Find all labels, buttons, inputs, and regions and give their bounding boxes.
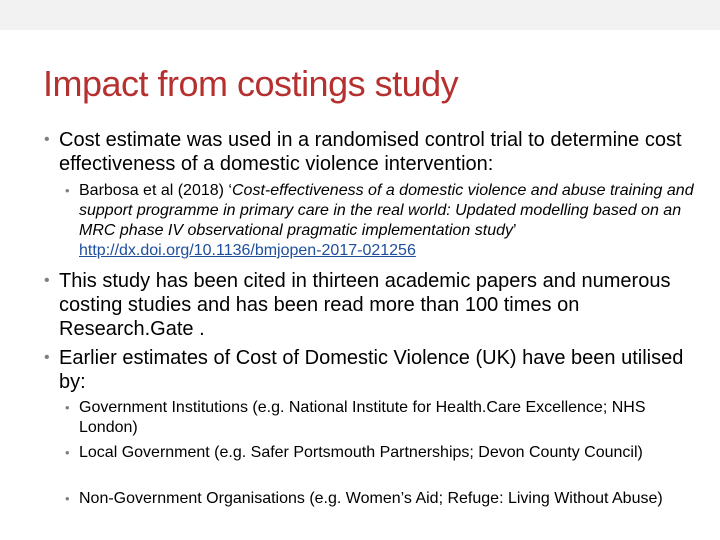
reference-close-quote: ’ [512,222,516,239]
sub-bullet-text: Government Institutions (e.g. National Institute for Health.Care Excellence; NHS London) [79,399,646,436]
sub-bullet-text: Local Government (e.g. Safer Portsmouth Partnerships; Devon County Council) [79,444,643,461]
slide-top-band [0,0,720,30]
slide-title: Impact from costings study [43,63,459,104]
sub-bullet-dot-icon: • [65,183,70,198]
reference-title: Cost-effectiveness of a domestic violence and abuse training and support programme in primary care in the real world: Updated modelling based on an MRC phase IV observational pragmatic implementation study [79,182,694,239]
sub-bullet-barbosa-reference [65,181,695,261]
sub-bullet-dot-icon: • [65,400,70,415]
bullet-dot-icon: • [44,272,50,289]
reference-text [79,181,695,261]
sub-bullet-text: Non-Government Organisations (e.g. Women’s Aid; Refuge: Living Without Abuse) [79,490,663,507]
sub-bullet-dot-icon: • [65,445,70,460]
reference-authors: Barbosa et al (2018) ‘ [79,182,232,199]
bullet-citations [44,269,704,341]
doi-link[interactable]: http://dx.doi.org/10.1136/bmjopen-2017-021256 [79,242,416,259]
sub-bullet-dot-icon: • [65,491,70,506]
bullet-earlier-estimates [44,346,704,394]
sub-bullet-non-government [65,489,695,509]
bullet-dot-icon: • [44,349,50,366]
bullet-text: Cost estimate was used in a randomised control trial to determine cost effectiveness of a domestic violence intervention: [59,129,682,175]
sub-bullet-local-government [65,443,695,463]
bullet-text: This study has been cited in thirteen academic papers and numerous costing studies and has been read more than 100 times on Research.Gate . [59,270,671,340]
bullet-dot-icon: • [44,131,50,148]
bullet-cost-estimate [44,128,704,176]
sub-bullet-government-institutions [65,398,695,438]
bullet-text: Earlier estimates of Cost of Domestic Violence (UK) have been utilised by: [59,347,684,393]
